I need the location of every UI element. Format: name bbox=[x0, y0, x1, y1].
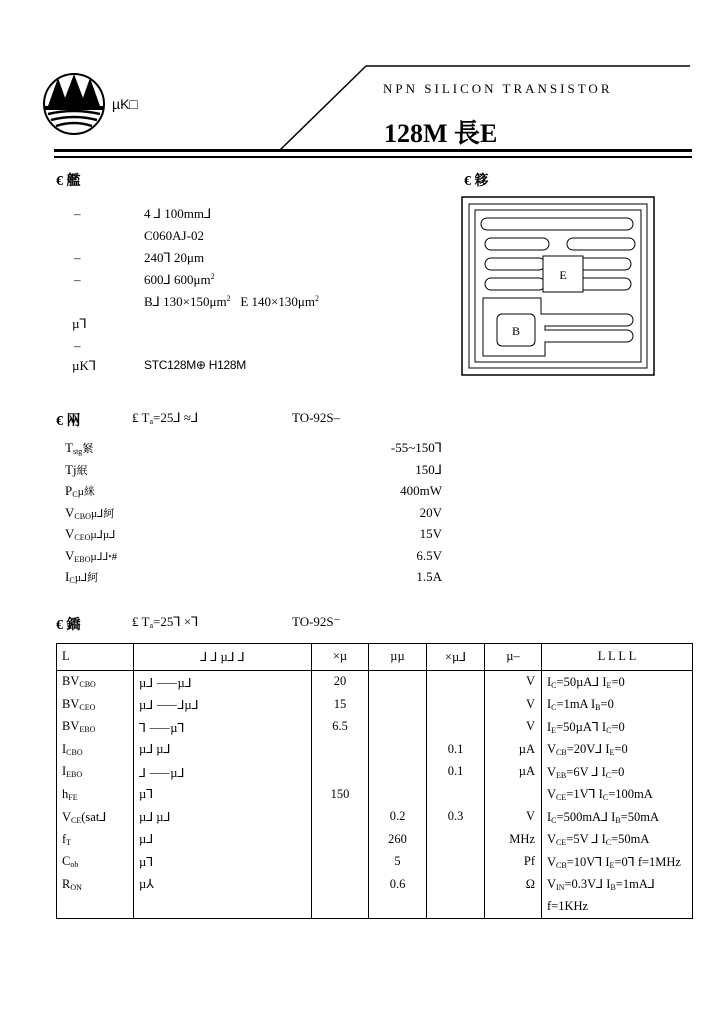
table-row bbox=[57, 828, 693, 850]
param-min bbox=[312, 873, 369, 895]
param-condition: f=1KHz bbox=[542, 895, 693, 918]
param-max: 0.3 bbox=[427, 805, 485, 827]
ratings-section-heading: € 㒳 bbox=[56, 414, 81, 429]
param-name: µ⅃ bbox=[134, 828, 312, 850]
param-unit: µA bbox=[485, 738, 542, 760]
col-header: L bbox=[57, 644, 134, 671]
param-name: µ⅃ µ⅃ bbox=[134, 805, 312, 827]
rating-symbol: $T_{stg}$䋈 bbox=[65, 440, 94, 456]
ratings-package: TO-92S– bbox=[292, 410, 341, 425]
param-condition: $V_{IN}=0.3V⅃$ $I_B=1mA⅃$ bbox=[542, 873, 693, 895]
param-max bbox=[427, 716, 485, 738]
param-max bbox=[427, 895, 485, 918]
param-typ: 0.2 bbox=[369, 805, 427, 827]
param-typ bbox=[369, 693, 427, 715]
param-unit: Ω bbox=[485, 873, 542, 895]
chip-label: – bbox=[74, 206, 81, 221]
rating-value: 150⅃ bbox=[415, 461, 442, 477]
param-symbol: $BV_{CEO}$ bbox=[57, 693, 134, 715]
param-condition: $I_C=50\mu A⅃$ $I_E=0$ bbox=[542, 670, 693, 693]
electrical-package: TO-92S⁻ bbox=[292, 614, 341, 629]
chip-value: 600⅃ $600\mu m^2$ bbox=[144, 272, 215, 287]
chip-value: 240⅂ 20μm bbox=[144, 250, 205, 265]
chip-layout-diagram bbox=[461, 196, 655, 376]
company-logo bbox=[42, 72, 106, 136]
rating-value: -55~150⅂ bbox=[390, 440, 442, 455]
param-typ bbox=[369, 738, 427, 760]
param-min: 150 bbox=[312, 783, 369, 805]
table-header-row bbox=[57, 644, 693, 671]
param-unit: MHz bbox=[485, 828, 542, 850]
param-unit bbox=[485, 895, 542, 918]
param-unit bbox=[485, 783, 542, 805]
param-min bbox=[312, 761, 369, 783]
electrical-condition: ₤ $T_a=25⅂$ ×⅂ bbox=[132, 614, 199, 630]
col-header: L L L L bbox=[542, 644, 693, 671]
param-condition: $V_{EB}=6V$ ⅃ $I_C=0$ bbox=[542, 761, 693, 783]
param-min bbox=[312, 805, 369, 827]
param-min: 15 bbox=[312, 693, 369, 715]
param-symbol: $I_{CBO}$ bbox=[57, 738, 134, 760]
param-symbol: $V_{CE}(sat⅃$ bbox=[57, 805, 134, 827]
table-row bbox=[57, 895, 693, 918]
param-condition: $V_{CB}=20V⅃$ $I_E=0$ bbox=[542, 738, 693, 760]
header-subtitle: NPN SILICON TRANSISTOR bbox=[383, 81, 613, 96]
table-row bbox=[57, 783, 693, 805]
param-min bbox=[312, 738, 369, 760]
table-row bbox=[57, 805, 693, 827]
chip-value: STC128M⊕ H128M bbox=[144, 358, 246, 372]
diagram-section-heading: € 簃 bbox=[464, 174, 489, 189]
pad-b-label: B bbox=[511, 324, 521, 338]
param-symbol: $C_{ob}$ bbox=[57, 850, 134, 872]
param-min bbox=[312, 828, 369, 850]
company-name: µK□ bbox=[112, 96, 138, 112]
param-name: µ⅂ bbox=[134, 850, 312, 872]
param-condition: $I_C=500mA⅃$ $I_B=50mA$ bbox=[542, 805, 693, 827]
rating-symbol: Tj䋋 bbox=[65, 461, 88, 477]
param-typ bbox=[369, 716, 427, 738]
param-condition: $V_{CB}=10V⅂$ $I_E=0⅂$ f=1MHz bbox=[542, 850, 693, 872]
rating-symbol: $V_{CBO}\mu⅃$䋍 bbox=[65, 504, 115, 521]
param-name: µ⅂ bbox=[134, 783, 312, 805]
electrical-section-heading: € 鐈 bbox=[56, 618, 81, 633]
table-row bbox=[57, 670, 693, 693]
col-header: µ– bbox=[485, 644, 542, 671]
table-row bbox=[57, 738, 693, 760]
rating-value: 1.5A bbox=[416, 569, 442, 584]
table-row bbox=[57, 850, 693, 872]
rating-symbol: $I_C\mu⅃$䋍 bbox=[65, 569, 99, 585]
param-condition: $V_{CE}=1V⅂$ $I_C=100mA$ bbox=[542, 783, 693, 805]
param-typ: 0.6 bbox=[369, 873, 427, 895]
param-symbol: $I_{EBO}$ bbox=[57, 761, 134, 783]
param-unit: V bbox=[485, 805, 542, 827]
param-max bbox=[427, 828, 485, 850]
ratings-condition: ₤ $T_a=25⅃$ ≈⅃ bbox=[132, 410, 199, 426]
param-name: ⅂ ⸺µ⅂ bbox=[134, 716, 312, 738]
rating-value: 6.5V bbox=[416, 547, 442, 563]
chip-label: – bbox=[74, 338, 81, 353]
page-title: 128M 長E bbox=[384, 119, 498, 148]
param-unit: µA bbox=[485, 761, 542, 783]
param-typ bbox=[369, 783, 427, 805]
param-symbol: $h_{FE}$ bbox=[57, 783, 134, 805]
chip-label: – bbox=[74, 250, 81, 265]
chip-value: 4 ⅃ 100mm⅃ bbox=[144, 206, 212, 221]
param-typ: 260 bbox=[369, 828, 427, 850]
rating-value: 15V bbox=[419, 526, 442, 541]
chip-label: – bbox=[74, 272, 81, 287]
pad-e-label: E bbox=[559, 268, 567, 282]
param-name bbox=[134, 895, 312, 918]
col-header: ×µ bbox=[312, 644, 369, 671]
param-symbol bbox=[57, 895, 134, 918]
param-condition: $V_{CE}=5V$ ⅃ $I_C=50mA$ bbox=[542, 828, 693, 850]
chip-section-heading: € 艦 bbox=[56, 174, 81, 189]
param-unit: V bbox=[485, 716, 542, 738]
param-unit: V bbox=[485, 670, 542, 693]
table-row bbox=[57, 761, 693, 783]
param-symbol: $BV_{EBO}$ bbox=[57, 716, 134, 738]
param-min bbox=[312, 850, 369, 872]
param-symbol: $f_T$ bbox=[57, 828, 134, 850]
rating-value: 20V bbox=[419, 504, 442, 520]
param-max bbox=[427, 850, 485, 872]
electrical-characteristics-table bbox=[56, 643, 693, 919]
chip-value: C060AJ-02 bbox=[144, 228, 204, 243]
param-name: µ⅃ ⸺µ⅃ bbox=[134, 670, 312, 693]
header-divider-thick bbox=[54, 149, 692, 152]
rating-symbol: $V_{EBO}\mu⅃⅃ꞏ\#$ bbox=[65, 547, 118, 564]
param-name: µ⅄ bbox=[134, 873, 312, 895]
chip-value: B⅃ $130\times 150\mu m^2$ E $140\times 130\mu m^2$ bbox=[144, 294, 319, 309]
param-name: µ⅃ ⸺⅃µ⅃ bbox=[134, 693, 312, 715]
param-unit: Pf bbox=[485, 850, 542, 872]
param-symbol: $R_{ON}$ bbox=[57, 873, 134, 895]
header-divider-thin bbox=[54, 156, 692, 158]
param-max bbox=[427, 670, 485, 693]
rating-symbol: $V_{CEO}\mu⅃\mu⅃$ bbox=[65, 526, 116, 542]
table-row bbox=[57, 873, 693, 895]
param-unit: V bbox=[485, 693, 542, 715]
param-max: 0.1 bbox=[427, 738, 485, 760]
chip-label: µ⅂ bbox=[72, 316, 87, 331]
param-typ bbox=[369, 670, 427, 693]
param-typ: 5 bbox=[369, 850, 427, 872]
col-header: ⅃ ⅃ µ⅃ ⅃ bbox=[134, 644, 312, 671]
param-min: 20 bbox=[312, 670, 369, 693]
param-name: ⅃ ⸺µ⅃ bbox=[134, 761, 312, 783]
chip-label: µK⅂ bbox=[72, 358, 97, 373]
rating-value: 400mW bbox=[400, 483, 442, 498]
param-name: µ⅃ µ⅃ bbox=[134, 738, 312, 760]
param-max: 0.1 bbox=[427, 761, 485, 783]
param-max bbox=[427, 873, 485, 895]
table-row bbox=[57, 716, 693, 738]
table-row bbox=[57, 693, 693, 715]
param-typ bbox=[369, 761, 427, 783]
param-max bbox=[427, 693, 485, 715]
param-symbol: $BV_{CBO}$ bbox=[57, 670, 134, 693]
param-typ bbox=[369, 895, 427, 918]
col-header: ×µ⅃ bbox=[427, 644, 485, 671]
param-max bbox=[427, 783, 485, 805]
param-condition: $I_E=50\mu A⅂$ $I_C=0$ bbox=[542, 716, 693, 738]
param-min bbox=[312, 895, 369, 918]
rating-symbol: $P_C\mu$䋛 bbox=[65, 483, 95, 499]
param-condition: $I_C=1mA$ $I_B=0$ bbox=[542, 693, 693, 715]
col-header: µµ bbox=[369, 644, 427, 671]
param-min: 6.5 bbox=[312, 716, 369, 738]
